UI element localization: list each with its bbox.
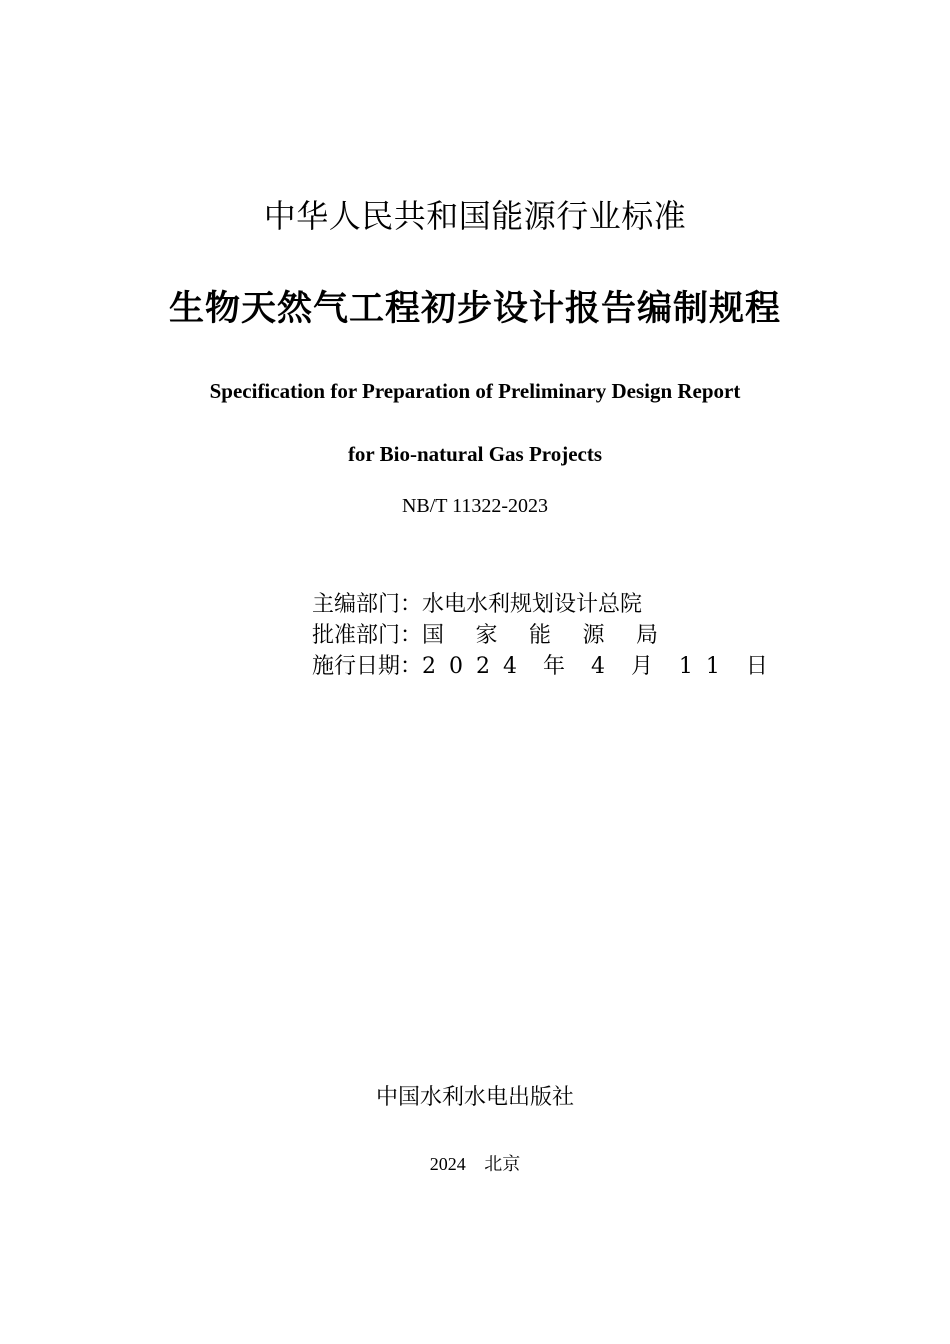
standard-number: NB/T 11322-2023 [401,495,549,517]
industry-standard-heading: 中华人民共和国能源行业标准 [263,197,687,235]
approver-char: 国 [422,623,445,648]
approver-value [422,620,658,651]
approver-char: 局 [635,623,658,648]
document-title-en-line1: Specification for Preparation of Preliminary Design Report [209,379,741,403]
approver-char: 家 [475,623,498,648]
imprint-year-place: 2024 北京 [429,1154,521,1174]
approver-row [312,620,692,651]
effective-date-label: 施行日期： [312,654,423,679]
document-title-en-line2: for Bio-natural Gas Projects [347,442,603,466]
approver-label: 批准部门： [312,623,423,648]
approver-char: 源 [582,623,605,648]
editor-label: 主编部门： [312,592,423,617]
approver-char: 能 [528,623,551,648]
publication-info-block [312,589,768,682]
editor-row [312,589,692,620]
document-title-cn: 生物天然气工程初步设计报告编制规程 [168,289,781,329]
effective-date-row [312,651,768,682]
effective-date-value: 2 0 2 4 年 4 月 1 1 日 [422,654,768,679]
publisher-name: 中国水利水电出版社 [375,1085,574,1110]
editor-value: 水电水利规划设计总院 [422,592,643,617]
